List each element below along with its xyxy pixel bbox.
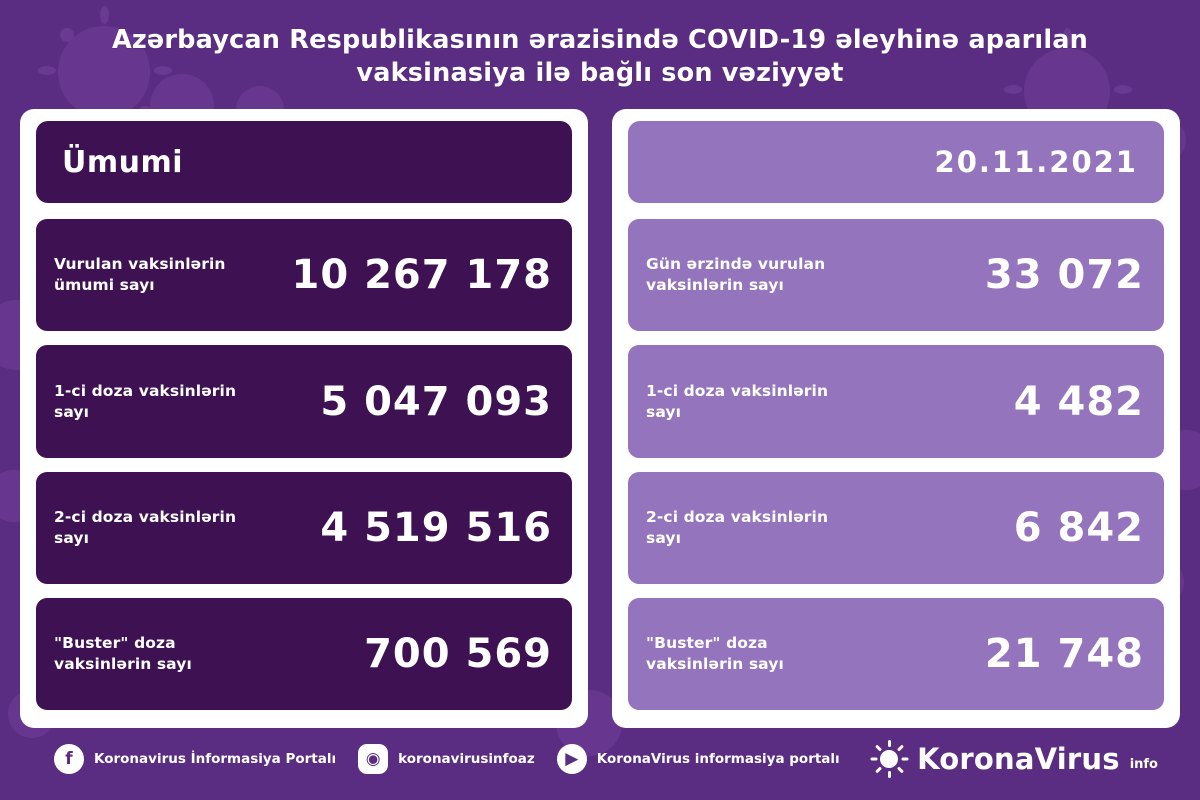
panels-container [20,109,1180,728]
social-label: KoronaVirus informasiya portalı [596,751,840,767]
facebook-icon: f [54,744,84,774]
stat-row-total-booster [36,598,572,710]
stat-row-daily-booster [628,598,1164,710]
stat-value: 5 047 093 [320,378,552,425]
footer [20,728,1180,790]
stat-value: 4 482 [1013,378,1144,425]
total-panel-heading: Ümumi [62,144,184,180]
stat-row-daily-dose1 [628,345,1164,457]
stat-caption: 2-ci doza vaksinlərin sayı [54,507,237,547]
instagram-icon: ◉ [358,744,388,774]
stat-caption: Vurulan vaksinlərin ümumi sayı [54,255,226,295]
social-facebook[interactable] [54,744,336,774]
stat-value: 21 748 [984,630,1144,677]
stat-caption: 1-ci doza vaksinlərin sayı [646,381,829,421]
social-instagram[interactable] [358,744,535,774]
stat-caption: 2-ci doza vaksinlərin sayı [646,507,829,547]
stat-caption: "Buster" doza vaksinlərin sayı [54,633,192,673]
stat-caption: Gün ərzində vurulan vaksinlərin sayı [646,255,826,295]
stat-value: 33 072 [984,252,1144,299]
daily-panel [612,109,1180,728]
social-label: koronavirusinfoaz [398,751,535,767]
brand-name: KoronaVirus [917,742,1120,776]
stat-value: 700 569 [364,630,552,677]
brand-logo[interactable] [871,741,1158,777]
stat-row-daily-vaccines [628,219,1164,331]
stat-caption: 1-ci doza vaksinlərin sayı [54,381,237,421]
stat-row-total-dose1 [36,345,572,457]
stat-value: 6 842 [1013,504,1144,551]
daily-panel-date: 20.11.2021 [934,145,1138,180]
total-panel-header [36,121,572,203]
page-title: Azərbaycan Respublikasının ərazisində COVID-19 əleyhinə aparılan vaksinasiya ilə bağlı son vəziyyət [111,25,1089,88]
stat-row-total-vaccines [36,219,572,331]
social-label: Koronavirus İnformasiya Portalı [94,751,337,767]
total-panel-rows [36,219,572,710]
stat-value: 10 267 178 [291,252,552,299]
stat-row-total-dose2 [36,472,572,584]
youtube-icon: ▶ [557,744,587,774]
stat-value: 4 519 516 [320,504,552,551]
stat-caption: "Buster" doza vaksinlərin sayı [646,633,784,673]
daily-panel-rows [628,219,1164,710]
social-youtube[interactable] [557,744,840,774]
total-panel [20,109,588,728]
sun-virus-icon [871,741,907,777]
brand-suffix: info [1129,757,1158,772]
stat-row-daily-dose2 [628,472,1164,584]
daily-panel-header [628,121,1164,203]
